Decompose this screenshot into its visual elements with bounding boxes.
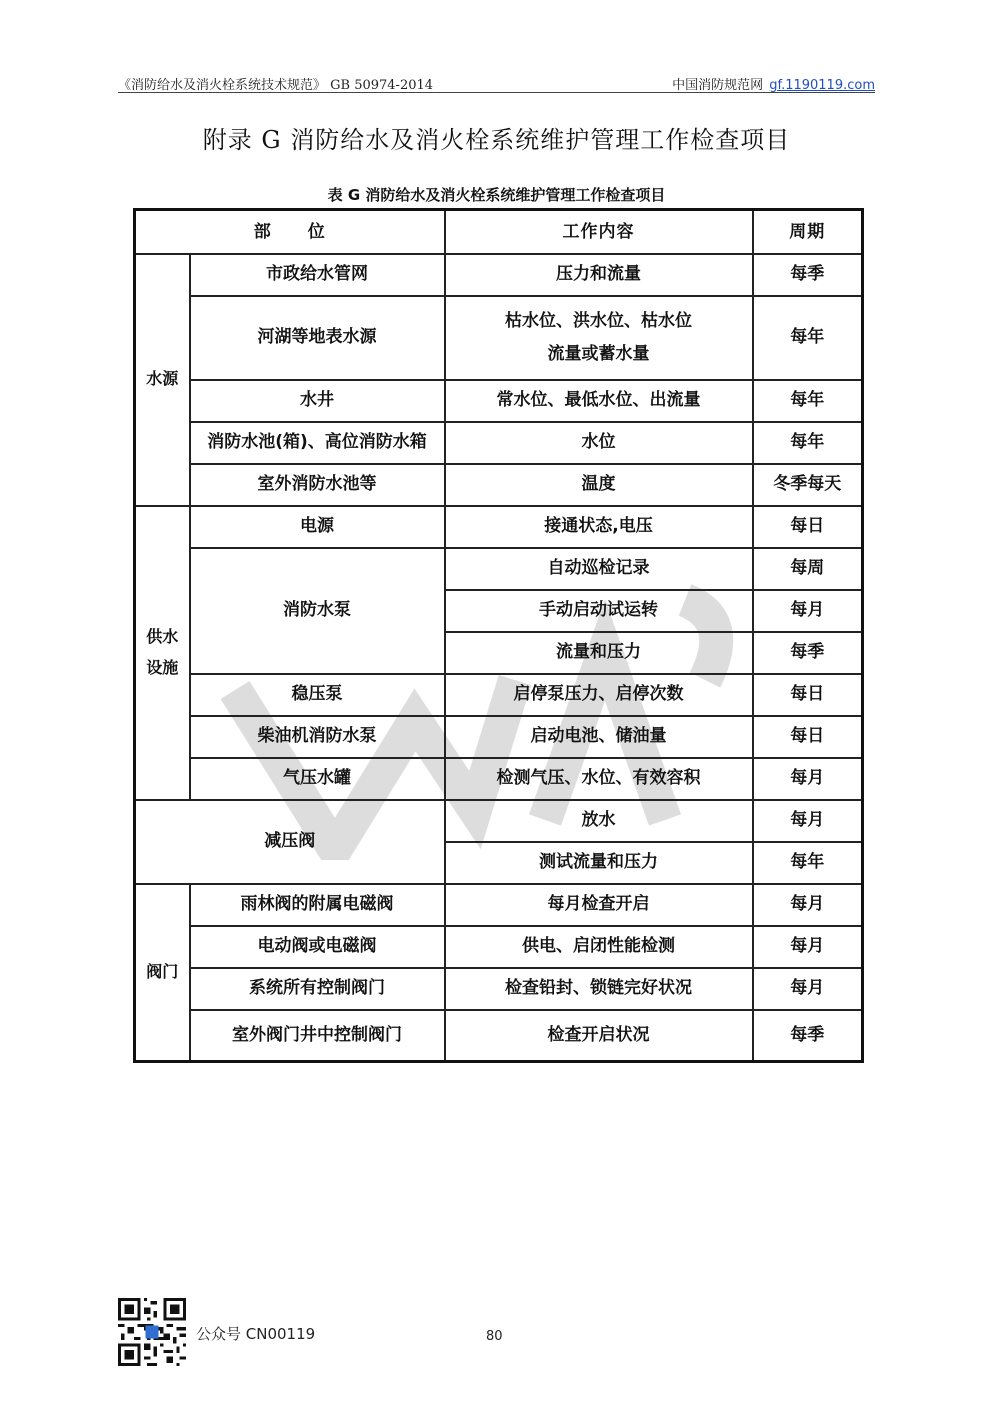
- row-period: 每年: [753, 422, 863, 464]
- table-row: [135, 506, 863, 548]
- inspection-table: [133, 208, 864, 1063]
- row-period: 每月: [753, 800, 863, 842]
- table-row: [135, 380, 863, 422]
- row-period: 每月: [753, 884, 863, 926]
- table-row: [135, 674, 863, 716]
- row-item: 消防水泵: [190, 548, 445, 674]
- row-period: 每日: [753, 674, 863, 716]
- table-row: [135, 254, 863, 296]
- row-content: 接通状态,电压: [445, 506, 753, 548]
- row-item: 水井: [190, 380, 445, 422]
- row-period: 每年: [753, 296, 863, 380]
- row-item: 市政给水管网: [190, 254, 445, 296]
- table-caption: 表 G 消防给水及消火栓系统维护管理工作检查项目: [327, 186, 666, 204]
- page-title: 附录 G 消防给水及消火栓系统维护管理工作检查项目: [202, 126, 791, 154]
- row-period: 每月: [753, 926, 863, 968]
- header-standard-title: 《消防给水及消火栓系统技术规范》 GB 50974-2014: [118, 78, 434, 93]
- table-row: [135, 464, 863, 506]
- row-content: 每月检查开启: [445, 884, 753, 926]
- header-content: 工作内容: [445, 210, 753, 254]
- table-row: [135, 296, 863, 380]
- row-period: 每月: [753, 968, 863, 1010]
- row-period: 每日: [753, 716, 863, 758]
- row-item: 电源: [190, 506, 445, 548]
- row-content: 放水: [445, 800, 753, 842]
- row-content: 流量和压力: [445, 632, 753, 674]
- header-site: [672, 74, 875, 93]
- row-content: 水位: [445, 422, 753, 464]
- row-content: 检查开启状况: [445, 1010, 753, 1062]
- page-number: 80: [486, 1329, 503, 1344]
- row-period: 每季: [753, 254, 863, 296]
- row-period: 每年: [753, 842, 863, 884]
- table-header-row: [135, 210, 863, 254]
- row-period: 冬季每天: [753, 464, 863, 506]
- row-content: 温度: [445, 464, 753, 506]
- row-content: 启动电池、储油量: [445, 716, 753, 758]
- row-item: 柴油机消防水泵: [190, 716, 445, 758]
- wechat-account: 公众号 CN00119: [196, 1325, 316, 1343]
- row-content: 枯水位、洪水位、枯水位 流量或蓄水量: [445, 296, 753, 380]
- header-period: 周期: [753, 210, 863, 254]
- table-row: [135, 548, 863, 590]
- row-period: 每月: [753, 590, 863, 632]
- row-period: 每季: [753, 1010, 863, 1062]
- table-row: [135, 422, 863, 464]
- row-item: 室外消防水池等: [190, 464, 445, 506]
- row-content: 检测气压、水位、有效容积: [445, 758, 753, 800]
- row-content: 自动巡检记录: [445, 548, 753, 590]
- row-content: 供电、启闭性能检测: [445, 926, 753, 968]
- table-row: [135, 800, 863, 842]
- row-period: 每年: [753, 380, 863, 422]
- group-valves: 阀门: [135, 884, 190, 1062]
- row-content: 测试流量和压力: [445, 842, 753, 884]
- row-content: 手动启动试运转: [445, 590, 753, 632]
- header-site-link[interactable]: gf.1190119.com: [769, 78, 875, 93]
- row-item: 系统所有控制阀门: [190, 968, 445, 1010]
- row-content: 检查铅封、锁链完好状况: [445, 968, 753, 1010]
- row-item: 稳压泵: [190, 674, 445, 716]
- table-row: [135, 884, 863, 926]
- header-site-name: 中国消防规范网: [672, 78, 764, 93]
- row-period: 每周: [753, 548, 863, 590]
- group-water-supply-facilities: 供水 设施: [135, 506, 190, 800]
- row-content: 压力和流量: [445, 254, 753, 296]
- row-item: 室外阀门井中控制阀门: [190, 1010, 445, 1062]
- row-item: 雨林阀的附属电磁阀: [190, 884, 445, 926]
- qr-code-icon: [118, 1298, 186, 1366]
- row-content: 启停泵压力、启停次数: [445, 674, 753, 716]
- header-part: 部 位: [135, 210, 445, 254]
- table-row: [135, 758, 863, 800]
- row-content: 常水位、最低水位、出流量: [445, 380, 753, 422]
- row-item: 减压阀: [135, 800, 445, 884]
- row-item: 气压水罐: [190, 758, 445, 800]
- table-row: [135, 1010, 863, 1062]
- table-row: [135, 716, 863, 758]
- table-row: [135, 968, 863, 1010]
- row-period: 每日: [753, 506, 863, 548]
- row-period: 每月: [753, 758, 863, 800]
- page-header: [118, 72, 875, 93]
- row-item: 电动阀或电磁阀: [190, 926, 445, 968]
- row-item: 消防水池(箱)、高位消防水箱: [190, 422, 445, 464]
- row-item: 河湖等地表水源: [190, 296, 445, 380]
- group-water-source: 水源: [135, 254, 190, 506]
- table-row: [135, 926, 863, 968]
- row-period: 每季: [753, 632, 863, 674]
